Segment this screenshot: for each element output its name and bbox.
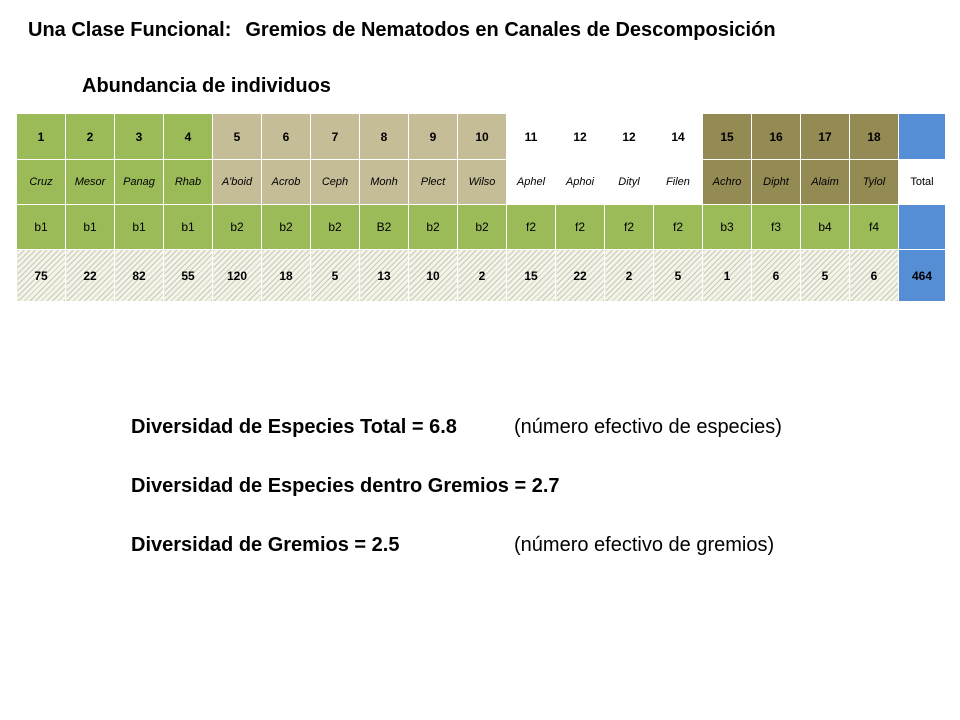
table-cell-name-total: Total	[899, 160, 946, 205]
abundance-table	[16, 113, 946, 302]
table-cell-guild: b2	[213, 205, 262, 250]
table-cell-number: 7	[311, 114, 360, 160]
table-cell-name: Monh	[360, 160, 409, 205]
table-cell-value: 15	[507, 250, 556, 302]
table-cell-value: 10	[409, 250, 458, 302]
table-row-values	[17, 250, 946, 302]
stat-total-diversity	[131, 416, 782, 439]
table-cell-name: Mesor	[66, 160, 115, 205]
title-sub: Gremios de Nematodos en Canales de Descomposición	[245, 19, 776, 41]
table-cell-guild: b3	[703, 205, 752, 250]
page-title	[28, 19, 776, 42]
table-cell-value: 55	[164, 250, 213, 302]
table-cell-number: 2	[66, 114, 115, 160]
table-cell-value: 5	[654, 250, 703, 302]
table-cell-name: Plect	[409, 160, 458, 205]
table-cell-guild: b1	[164, 205, 213, 250]
table-cell-value: 5	[311, 250, 360, 302]
table-cell-name: Rhab	[164, 160, 213, 205]
stat-within-guild-diversity	[131, 475, 560, 498]
table-cell-name: Panag	[115, 160, 164, 205]
table-cell-number: 8	[360, 114, 409, 160]
table-cell-value: 22	[556, 250, 605, 302]
table-cell-number-total	[899, 114, 946, 160]
table-cell-guild: b2	[458, 205, 507, 250]
table-cell-name: Tylol	[850, 160, 899, 205]
table-cell-name: Alaim	[801, 160, 850, 205]
table-cell-name: Wilso	[458, 160, 507, 205]
table-cell-name: Achro	[703, 160, 752, 205]
table-cell-number: 14	[654, 114, 703, 160]
table-row-guilds	[17, 205, 946, 250]
table-cell-number: 6	[262, 114, 311, 160]
table-cell-number: 15	[703, 114, 752, 160]
table-row-names	[17, 160, 946, 205]
table-cell-guild: b4	[801, 205, 850, 250]
stat-label: Diversidad de Especies Total = 6.8	[131, 416, 457, 438]
table-cell-guild: f3	[752, 205, 801, 250]
table-cell-name: Dipht	[752, 160, 801, 205]
table-cell-name: Ceph	[311, 160, 360, 205]
table-cell-guild: f2	[605, 205, 654, 250]
stat-note: (número efectivo de especies)	[514, 416, 782, 438]
table-cell-number: 12	[556, 114, 605, 160]
table-cell-value: 6	[850, 250, 899, 302]
table-cell-value: 75	[17, 250, 66, 302]
table-cell-value: 120	[213, 250, 262, 302]
table-cell-value: 22	[66, 250, 115, 302]
table-cell-number: 17	[801, 114, 850, 160]
table-cell-number: 5	[213, 114, 262, 160]
table-cell-value: 2	[458, 250, 507, 302]
table-cell-guild: b2	[409, 205, 458, 250]
table-row-numbers	[17, 114, 946, 160]
table-cell-name: A’boid	[213, 160, 262, 205]
stat-note: (número efectivo de gremios)	[514, 534, 775, 556]
section-subtitle: Abundancia de individuos	[82, 75, 331, 97]
table-cell-value: 18	[262, 250, 311, 302]
table-cell-number: 4	[164, 114, 213, 160]
table-cell-guild: f2	[507, 205, 556, 250]
table-cell-number: 10	[458, 114, 507, 160]
table-cell-value: 82	[115, 250, 164, 302]
table-cell-guild: f2	[556, 205, 605, 250]
stat-label: Diversidad de Especies dentro Gremios = 2.7	[131, 475, 560, 497]
table-cell-guild: b1	[17, 205, 66, 250]
table-cell-name: Dityl	[605, 160, 654, 205]
table-cell-name: Filen	[654, 160, 703, 205]
table-cell-number: 1	[17, 114, 66, 160]
table-cell-value: 5	[801, 250, 850, 302]
table-cell-name: Aphel	[507, 160, 556, 205]
stat-guild-diversity	[131, 534, 775, 557]
table-cell-guild: b2	[262, 205, 311, 250]
table-cell-value: 6	[752, 250, 801, 302]
table-cell-guild: b1	[115, 205, 164, 250]
table-cell-name: Aphoi	[556, 160, 605, 205]
title-main: Una Clase Funcional:	[28, 19, 232, 41]
table-cell-number: 16	[752, 114, 801, 160]
table-cell-value-total: 464	[899, 250, 946, 302]
stat-label: Diversidad de Gremios = 2.5	[131, 534, 400, 556]
table-cell-name: Cruz	[17, 160, 66, 205]
table-cell-name: Acrob	[262, 160, 311, 205]
table-cell-guild: f2	[654, 205, 703, 250]
table-cell-guild-total	[899, 205, 946, 250]
table-cell-number: 12	[605, 114, 654, 160]
table-cell-guild: B2	[360, 205, 409, 250]
table-cell-value: 13	[360, 250, 409, 302]
table-cell-value: 1	[703, 250, 752, 302]
table-cell-number: 11	[507, 114, 556, 160]
table-cell-number: 3	[115, 114, 164, 160]
table-cell-guild: b1	[66, 205, 115, 250]
table-cell-number: 9	[409, 114, 458, 160]
table-cell-guild: b2	[311, 205, 360, 250]
table-cell-guild: f4	[850, 205, 899, 250]
table-cell-value: 2	[605, 250, 654, 302]
table-cell-number: 18	[850, 114, 899, 160]
